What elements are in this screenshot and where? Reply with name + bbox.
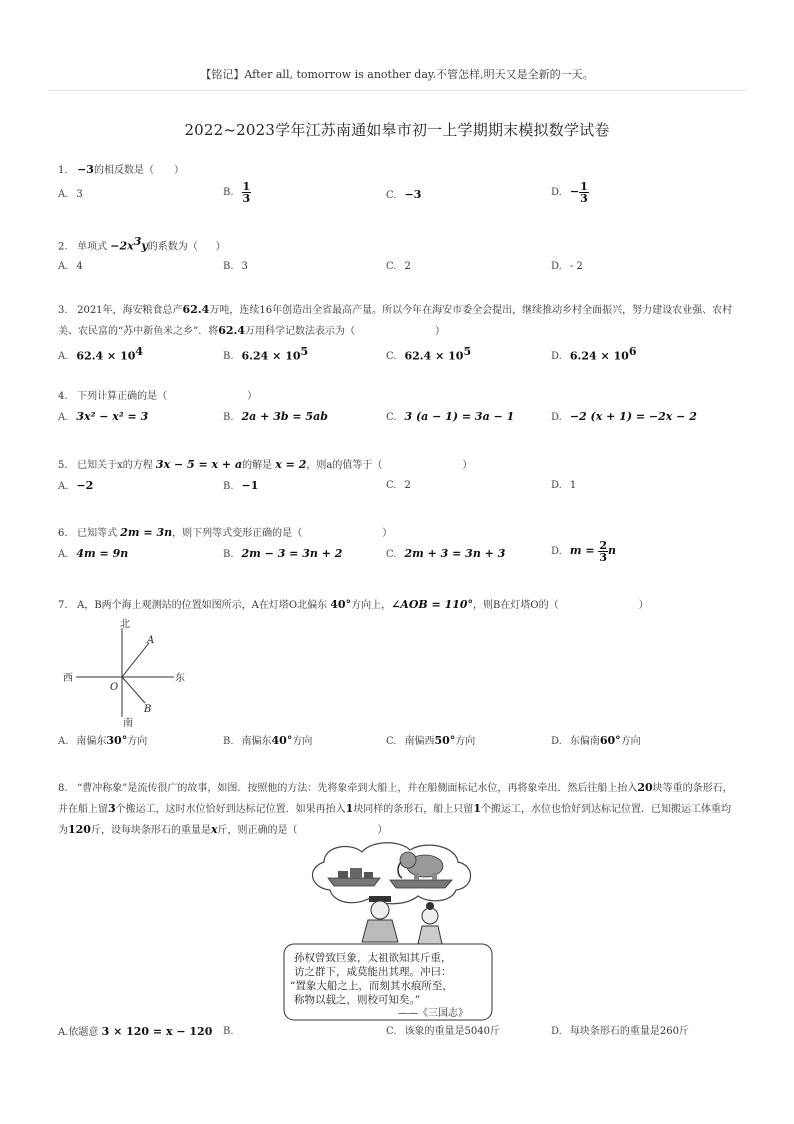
question-stem [58,778,738,841]
question-stem [58,523,738,544]
stem-text: ） [173,165,184,176]
label-b: B [144,704,152,715]
stem-text: 块同样的条形石，船上只留 [353,804,474,815]
option-text: 方向 [292,736,313,747]
option-label: C. [386,261,397,273]
caption-source: ——《三国志》 [398,1008,468,1019]
option-base: 62.4 × 10 [76,349,136,363]
stem-text: ） [638,600,649,611]
option-b[interactable] [223,544,342,565]
option-a[interactable] [58,476,93,497]
question-number: 1. [58,165,68,176]
stem-text: 斤，则正确的是（ [217,825,298,836]
option-exponent: 4 [135,345,144,358]
math-expr: 120 [68,823,91,836]
option-text: 东偏南 [569,736,600,747]
option-label: A. [58,736,69,747]
option-label: B. [223,549,234,560]
option-text: −2 [76,479,94,492]
option-text: −1 [241,479,259,492]
math-expr: x = 2 [275,458,307,471]
option-label: C. [386,549,397,560]
fraction [242,181,252,204]
option-label: A. [58,549,69,560]
math-expr: 1 [473,802,481,815]
fraction-numerator: 1 [242,180,251,193]
option-sign: − [569,185,580,198]
option-label: C. [386,736,397,747]
thought-cloud [313,843,471,904]
fraction-denominator: 3 [580,192,588,205]
option-d[interactable] [551,1022,689,1042]
option-a[interactable] [58,544,128,565]
option-label: A. [58,261,69,273]
option-label: A. [58,412,69,423]
stem-text: ） [377,825,388,836]
option-text: 2m − 3 = 3n + 2 [241,547,343,560]
caption-line: 称物以载之，则校可知矣。” [294,994,421,1006]
stem-text: 的相反数是（ [93,165,154,176]
question-stem [58,595,738,616]
option-label: A. [58,189,69,200]
option-d[interactable] [551,257,583,277]
option-text: 1 [569,480,577,491]
option-text: 2a + 3b = 5ab [241,410,328,423]
question-number: 6. [58,528,68,539]
option-b[interactable] [223,407,328,428]
math-expr: 40° [330,598,352,611]
math-expr: y [141,239,148,253]
options-row [58,539,738,570]
option-label: D. [551,261,562,273]
question-1 [58,160,738,209]
question-stem [58,160,738,181]
math-expr: 62.4 [182,303,210,316]
stem-text: ） [462,460,473,471]
math-expr: 3 [108,802,116,815]
option-d[interactable] [551,407,697,428]
option-text: 南偏西 [404,736,435,747]
option-label: B. [223,351,234,363]
option-label: C. [386,480,397,491]
options-row [58,181,738,209]
option-label: B. [223,481,234,492]
option-value: 60° [599,734,621,747]
option-b[interactable] [223,181,251,204]
option-text: 3 [241,261,248,273]
question-stem [58,300,738,342]
stem-text: A，B两个海上观测站的位置如图所示，A在灯塔O北偏东 [77,600,331,611]
option-text: 4 [76,261,83,273]
option-text: 方向 [127,736,148,747]
label-west: 西 [63,673,73,684]
option-label: A. [58,481,69,492]
option-text: n [608,544,617,557]
options-row [58,407,738,429]
options-row [58,1022,738,1044]
fraction-numerator: 2 [599,539,608,552]
option-text: 2 [404,480,411,491]
option-b[interactable] [223,1022,242,1042]
option-c[interactable] [386,342,471,367]
options-row [58,476,738,498]
option-label: D. [551,187,562,198]
ray-ob [122,677,145,703]
caption-line: “置象大船之上，而刻其水痕所至， [290,980,453,992]
option-a[interactable] [58,1022,212,1043]
caption-line: 访之群下，咸莫能出其理。冲曰： [294,966,452,978]
question-7 [58,595,738,616]
option-d[interactable] [551,476,576,496]
option-text: m = [569,544,599,557]
option-label: B. [223,1026,234,1037]
stem-text: 块等重的条形石，并在船上留 [58,783,733,815]
child-figure-icon [418,902,442,944]
stem-text: ） [247,391,258,402]
fraction-denominator: 3 [242,192,251,205]
math-expr: x [210,823,218,836]
option-base: 62.4 × 10 [404,349,464,363]
option-text: 4m = 9n [76,547,129,560]
option-a[interactable] [58,185,83,205]
option-label: A. [58,1027,69,1038]
stem-text: ） [435,326,446,337]
option-text: 每块条形石的重量是260斤 [569,1026,689,1037]
option-b[interactable] [223,257,248,277]
option-b[interactable] [223,342,308,367]
option-value: 50° [434,734,456,747]
question-number: 5. [58,460,68,471]
option-label: D. [551,1026,562,1037]
option-d[interactable] [551,342,636,367]
option-exponent: 5 [463,345,472,358]
option-text: 3x² − x² = 3 [76,410,149,423]
option-value: 40° [271,734,293,747]
stem-text: 方向上， [351,600,392,611]
options-row [58,731,738,753]
stem-text: ，则a的值等于（ [306,460,383,471]
question-3 [58,300,738,364]
option-text: −2 (x + 1) = −2x − 2 [569,410,697,423]
caption-line: 孙权曾致巨象，太祖欲知其斤重， [294,952,452,964]
option-label: D. [551,351,562,363]
cao-chong-illustration [280,838,495,1024]
label-east: 东 [175,673,185,684]
option-a[interactable] [58,407,148,428]
option-d[interactable] [551,540,616,563]
option-c[interactable] [386,544,505,565]
fraction [579,181,589,204]
option-exponent: 5 [300,345,309,358]
option-c[interactable] [386,476,411,496]
question-number: 2. [58,241,68,253]
question-number: 7. [58,600,68,611]
ray-oa [122,643,149,677]
option-label: C. [386,412,397,423]
compass-figure [58,616,198,728]
stem-text: ，则B在灯塔O的（ [473,600,559,611]
stem-text: ，则下列等式变形正确的是（ [172,528,303,539]
fraction [598,540,608,563]
fraction-denominator: 3 [599,551,608,564]
option-text: 3 (a − 1) = 3a − 1 [404,410,515,423]
math-expr: 2m = 3n [120,526,173,539]
stem-text: 的系数为（ [147,241,198,253]
stem-text: 单项式 [77,241,111,253]
math-expr: 20 [637,781,653,794]
question-6 [58,523,738,570]
question-5 [58,455,738,498]
math-expr: −3 [77,163,94,176]
option-text: 2 [404,261,411,273]
stem-text: 下列计算正确的是（ [77,391,168,402]
math-expr: −2x [110,239,134,253]
question-stem [58,232,738,257]
stem-text: “曹冲称象”是流传很广的故事，如图．按照他的方法：先将象牵到大船上，并在船侧面标记水位，再将象牵出．然后往船上抬入 [77,783,638,794]
stem-text: ） [215,241,226,253]
option-label: B. [223,736,234,747]
option-c[interactable] [386,1022,500,1042]
option-label: C. [386,190,397,201]
option-c[interactable] [386,407,514,428]
question-stem [58,455,738,476]
label-a: A [147,635,155,646]
option-d[interactable] [551,731,641,752]
option-label: D. [551,736,562,747]
option-d[interactable] [551,181,589,204]
option-label: B. [223,187,234,198]
option-exponent: 6 [628,345,637,358]
option-text: 该象的重量是5040斤 [404,1026,500,1037]
option-a[interactable] [58,257,83,277]
option-math: 3 × 120 = x − 120 [101,1025,213,1038]
option-text: 3 [76,189,83,200]
option-text: −3 [404,188,422,201]
math-expr: 3x − 5 = x + a [155,458,243,471]
option-c[interactable] [386,185,421,206]
option-label: C. [386,1026,397,1037]
option-b[interactable] [223,476,258,497]
header-motto: 【铭记】After all, tomorrow is another day.不管怎样,明天又是全新的一天。 [200,68,594,81]
question-number: 4. [58,391,68,402]
question-stem [58,387,738,407]
stem-text: 斤，设每块条形石的重量是 [90,825,211,836]
option-text: 方向 [455,736,476,747]
option-label: C. [386,351,397,363]
stem-text: 万用科学记数法表示为（ [245,326,356,337]
stem-text: 个搬运工，这时水位恰好到达标记位置．如果再抬入 [115,804,346,815]
question-8 [58,778,738,841]
math-expr: 1 [345,802,354,815]
math-expr: 62.4 [218,324,246,337]
stem-text: 万吨，连续16年创造出全省最高产量。所以今年在海安市委全会提出，继续推动乡村全面振兴，努力建设农业强、农村美、农民富的“苏中新鱼米之乡”．将 [58,305,733,337]
question-2 [58,232,738,279]
option-text: 方向 [620,736,641,747]
option-text: 依题意 [68,1027,102,1038]
stem-text: 的解是 [242,460,276,471]
option-value: 30° [106,734,128,747]
option-text: 2m + 3 = 3n + 3 [404,547,506,560]
option-text: - 2 [569,261,583,273]
stem-text: 已知关于x的方程 [77,460,156,471]
option-label: D. [551,412,562,423]
option-label: B. [223,261,234,273]
option-base: 6.24 × 10 [241,349,301,363]
options-row [58,257,738,279]
option-c[interactable] [386,731,475,752]
label-north: 北 [120,619,130,630]
question-7-options [58,731,738,753]
question-4 [58,387,738,429]
question-8-options [58,1022,738,1044]
option-label: D. [551,546,562,557]
option-text: 南偏东 [241,736,272,747]
option-a[interactable] [58,731,147,752]
math-expr: ∠AOB = 110° [391,598,474,611]
option-a[interactable] [58,342,143,367]
fraction-numerator: 1 [580,180,588,193]
math-exponent: 3 [133,235,142,248]
stem-text: 已知等式 [77,528,121,539]
option-base: 6.24 × 10 [569,349,629,363]
stem-text: ） [382,528,393,539]
option-text: 南偏东 [76,736,107,747]
option-label: A. [58,351,69,363]
header-divider [48,90,746,91]
page-title: 2022~2023学年江苏南通如皋市初一上学期期末模拟数学试卷 [184,121,610,139]
option-label: B. [223,412,234,423]
option-label: D. [551,480,562,491]
stem-text: 2021年，海安粮食总产 [77,305,183,316]
question-number: 8. [58,783,68,794]
question-number: 3. [58,305,68,316]
option-c[interactable] [386,257,411,277]
label-o: O [110,682,119,693]
stem-text: 个搬运工，水位也恰好到达标记位置．已知搬运工体重均为 [58,804,731,836]
option-b[interactable] [223,731,312,752]
options-row [58,342,738,364]
label-south: 南 [123,718,133,728]
